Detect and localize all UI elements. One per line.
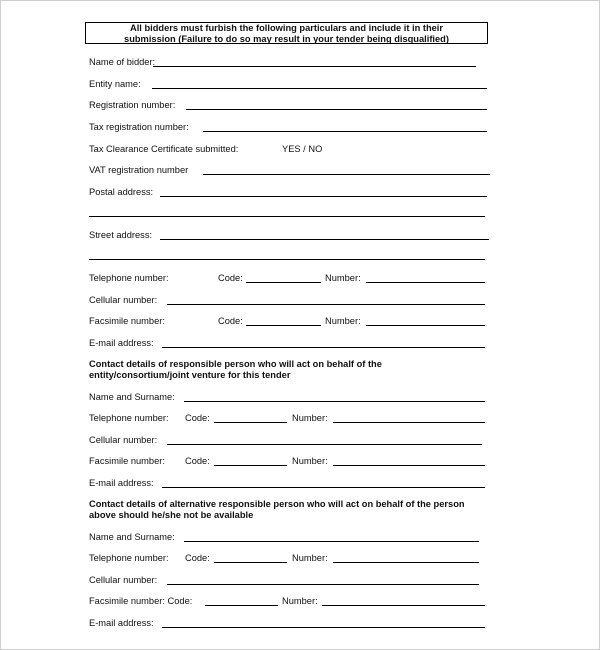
vat-registration-field[interactable]: [203, 174, 490, 175]
alt-contact-facsimile-label: Facsimile number: Code:: [89, 596, 193, 606]
tax-registration-label: Tax registration number:: [89, 122, 189, 132]
telephone-number-label: Number:: [325, 273, 361, 283]
instructions-line-2: submission (Failure to do so may result in your tender being disqualified): [124, 33, 449, 44]
contact-cellular-label: Cellular number:: [89, 435, 158, 445]
contact-facsimile-code-field[interactable]: [214, 465, 287, 466]
postal-address-field-2[interactable]: [89, 216, 485, 217]
facsimile-number-field[interactable]: [366, 325, 485, 326]
contact-email-field[interactable]: [162, 487, 485, 488]
street-address-label: Street address:: [89, 230, 153, 240]
postal-address-field-1[interactable]: [160, 196, 487, 197]
telephone-code-label: Code:: [218, 273, 243, 283]
entity-name-field[interactable]: [152, 88, 487, 89]
cellular-label: Cellular number:: [89, 295, 158, 305]
vat-registration-label: VAT registration number: [89, 165, 189, 175]
alt-contact-cellular-field[interactable]: [167, 584, 479, 585]
alt-contact-facsimile-number-label: Number:: [282, 596, 318, 606]
contact-telephone-number-field[interactable]: [333, 422, 485, 423]
facsimile-code-field[interactable]: [246, 325, 321, 326]
instructions-box: [85, 22, 488, 44]
alt-contact-facsimile-code-field[interactable]: [205, 605, 278, 606]
facsimile-code-label: Code:: [218, 316, 243, 326]
registration-number-label: Registration number:: [89, 100, 176, 110]
street-address-field-2[interactable]: [89, 259, 485, 260]
alt-contact-cellular-label: Cellular number:: [89, 575, 158, 585]
entity-name-label: Entity name:: [89, 79, 141, 89]
alt-contact-heading-line-2: above should he/she not be available: [89, 510, 254, 520]
contact-name-label: Name and Surname:: [89, 392, 175, 402]
tax-clearance-label: Tax Clearance Certificate submitted:: [89, 144, 239, 154]
contact-heading-line-2: entity/consortium/joint venture for this tender: [89, 370, 291, 380]
contact-telephone-number-label: Number:: [292, 413, 328, 423]
contact-facsimile-number-field[interactable]: [333, 465, 485, 466]
alt-contact-name-field[interactable]: [184, 541, 479, 542]
bidder-name-label: Name of bidder:: [89, 57, 156, 67]
contact-name-field[interactable]: [184, 401, 485, 402]
alt-contact-telephone-number-label: Number:: [292, 553, 328, 563]
contact-telephone-label: Telephone number:: [89, 413, 169, 423]
contact-facsimile-number-label: Number:: [292, 456, 328, 466]
telephone-code-field[interactable]: [246, 282, 321, 283]
email-label: E-mail address:: [89, 338, 154, 348]
alt-contact-telephone-number-field[interactable]: [333, 562, 479, 563]
contact-telephone-code-label: Code:: [185, 413, 210, 423]
cellular-field[interactable]: [167, 304, 485, 305]
contact-facsimile-code-label: Code:: [185, 456, 210, 466]
contact-telephone-code-field[interactable]: [214, 422, 287, 423]
telephone-label: Telephone number:: [89, 273, 169, 283]
tax-clearance-yes-no[interactable]: YES / NO: [282, 144, 323, 154]
contact-facsimile-label: Facsimile number:: [89, 456, 165, 466]
contact-email-label: E-mail address:: [89, 478, 154, 488]
instructions-line-1: All bidders must furbish the following particulars and include it in their: [129, 23, 444, 33]
facsimile-label: Facsimile number:: [89, 316, 165, 326]
alt-contact-email-label: E-mail address:: [89, 618, 154, 628]
tax-registration-field[interactable]: [203, 131, 487, 132]
contact-heading-line-1: Contact details of responsible person who will act on behalf of the: [89, 359, 382, 369]
facsimile-number-label: Number:: [325, 316, 361, 326]
alt-contact-telephone-code-field[interactable]: [214, 562, 287, 563]
email-field[interactable]: [162, 347, 485, 348]
street-address-field-1[interactable]: [160, 239, 489, 240]
postal-address-label: Postal address:: [89, 187, 154, 197]
contact-cellular-field[interactable]: [167, 444, 482, 445]
alt-contact-heading-line-1: Contact details of alternative responsible person who will act on behalf of the person: [89, 499, 465, 509]
alt-contact-telephone-label: Telephone number:: [89, 553, 169, 563]
alt-contact-name-label: Name and Surname:: [89, 532, 175, 542]
registration-number-field[interactable]: [186, 109, 487, 110]
telephone-number-field[interactable]: [366, 282, 485, 283]
alt-contact-facsimile-number-field[interactable]: [322, 605, 485, 606]
alt-contact-telephone-code-label: Code:: [185, 553, 210, 563]
alt-contact-email-field[interactable]: [162, 627, 485, 628]
bidder-name-field[interactable]: [153, 66, 476, 67]
